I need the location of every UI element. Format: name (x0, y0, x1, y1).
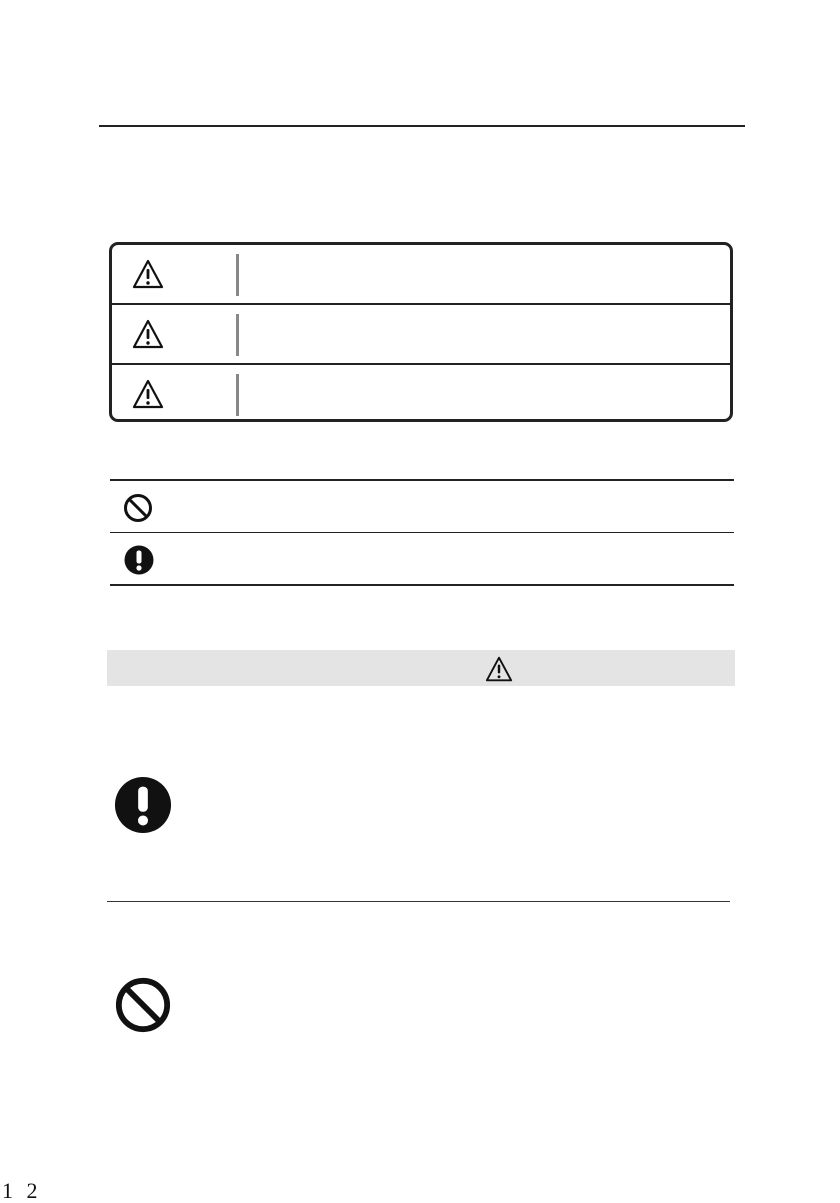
legend-rule-middle (110, 532, 734, 533)
warning-triangle-icon (132, 259, 164, 289)
item-divider (107, 901, 730, 902)
header-rule (99, 125, 745, 127)
hazard-row-1 (112, 245, 730, 305)
column-separator (236, 374, 239, 416)
notice-header-bar (107, 650, 735, 686)
column-separator (236, 314, 239, 356)
mandatory-action-icon (114, 776, 172, 834)
hazard-row-3 (112, 363, 730, 422)
column-separator (236, 254, 239, 296)
prohibited-icon (123, 493, 153, 523)
warning-triangle-icon (132, 379, 164, 409)
legend-rule-bottom (110, 584, 734, 586)
prohibited-icon (114, 976, 172, 1034)
warning-triangle-icon (484, 656, 514, 682)
mandatory-action-icon (124, 545, 154, 575)
legend-rule-top (110, 479, 734, 481)
warning-triangle-icon (132, 319, 164, 349)
hazard-level-table (109, 242, 733, 422)
hazard-row-2 (112, 303, 730, 365)
page-number: 1 2 (2, 1178, 42, 1203)
